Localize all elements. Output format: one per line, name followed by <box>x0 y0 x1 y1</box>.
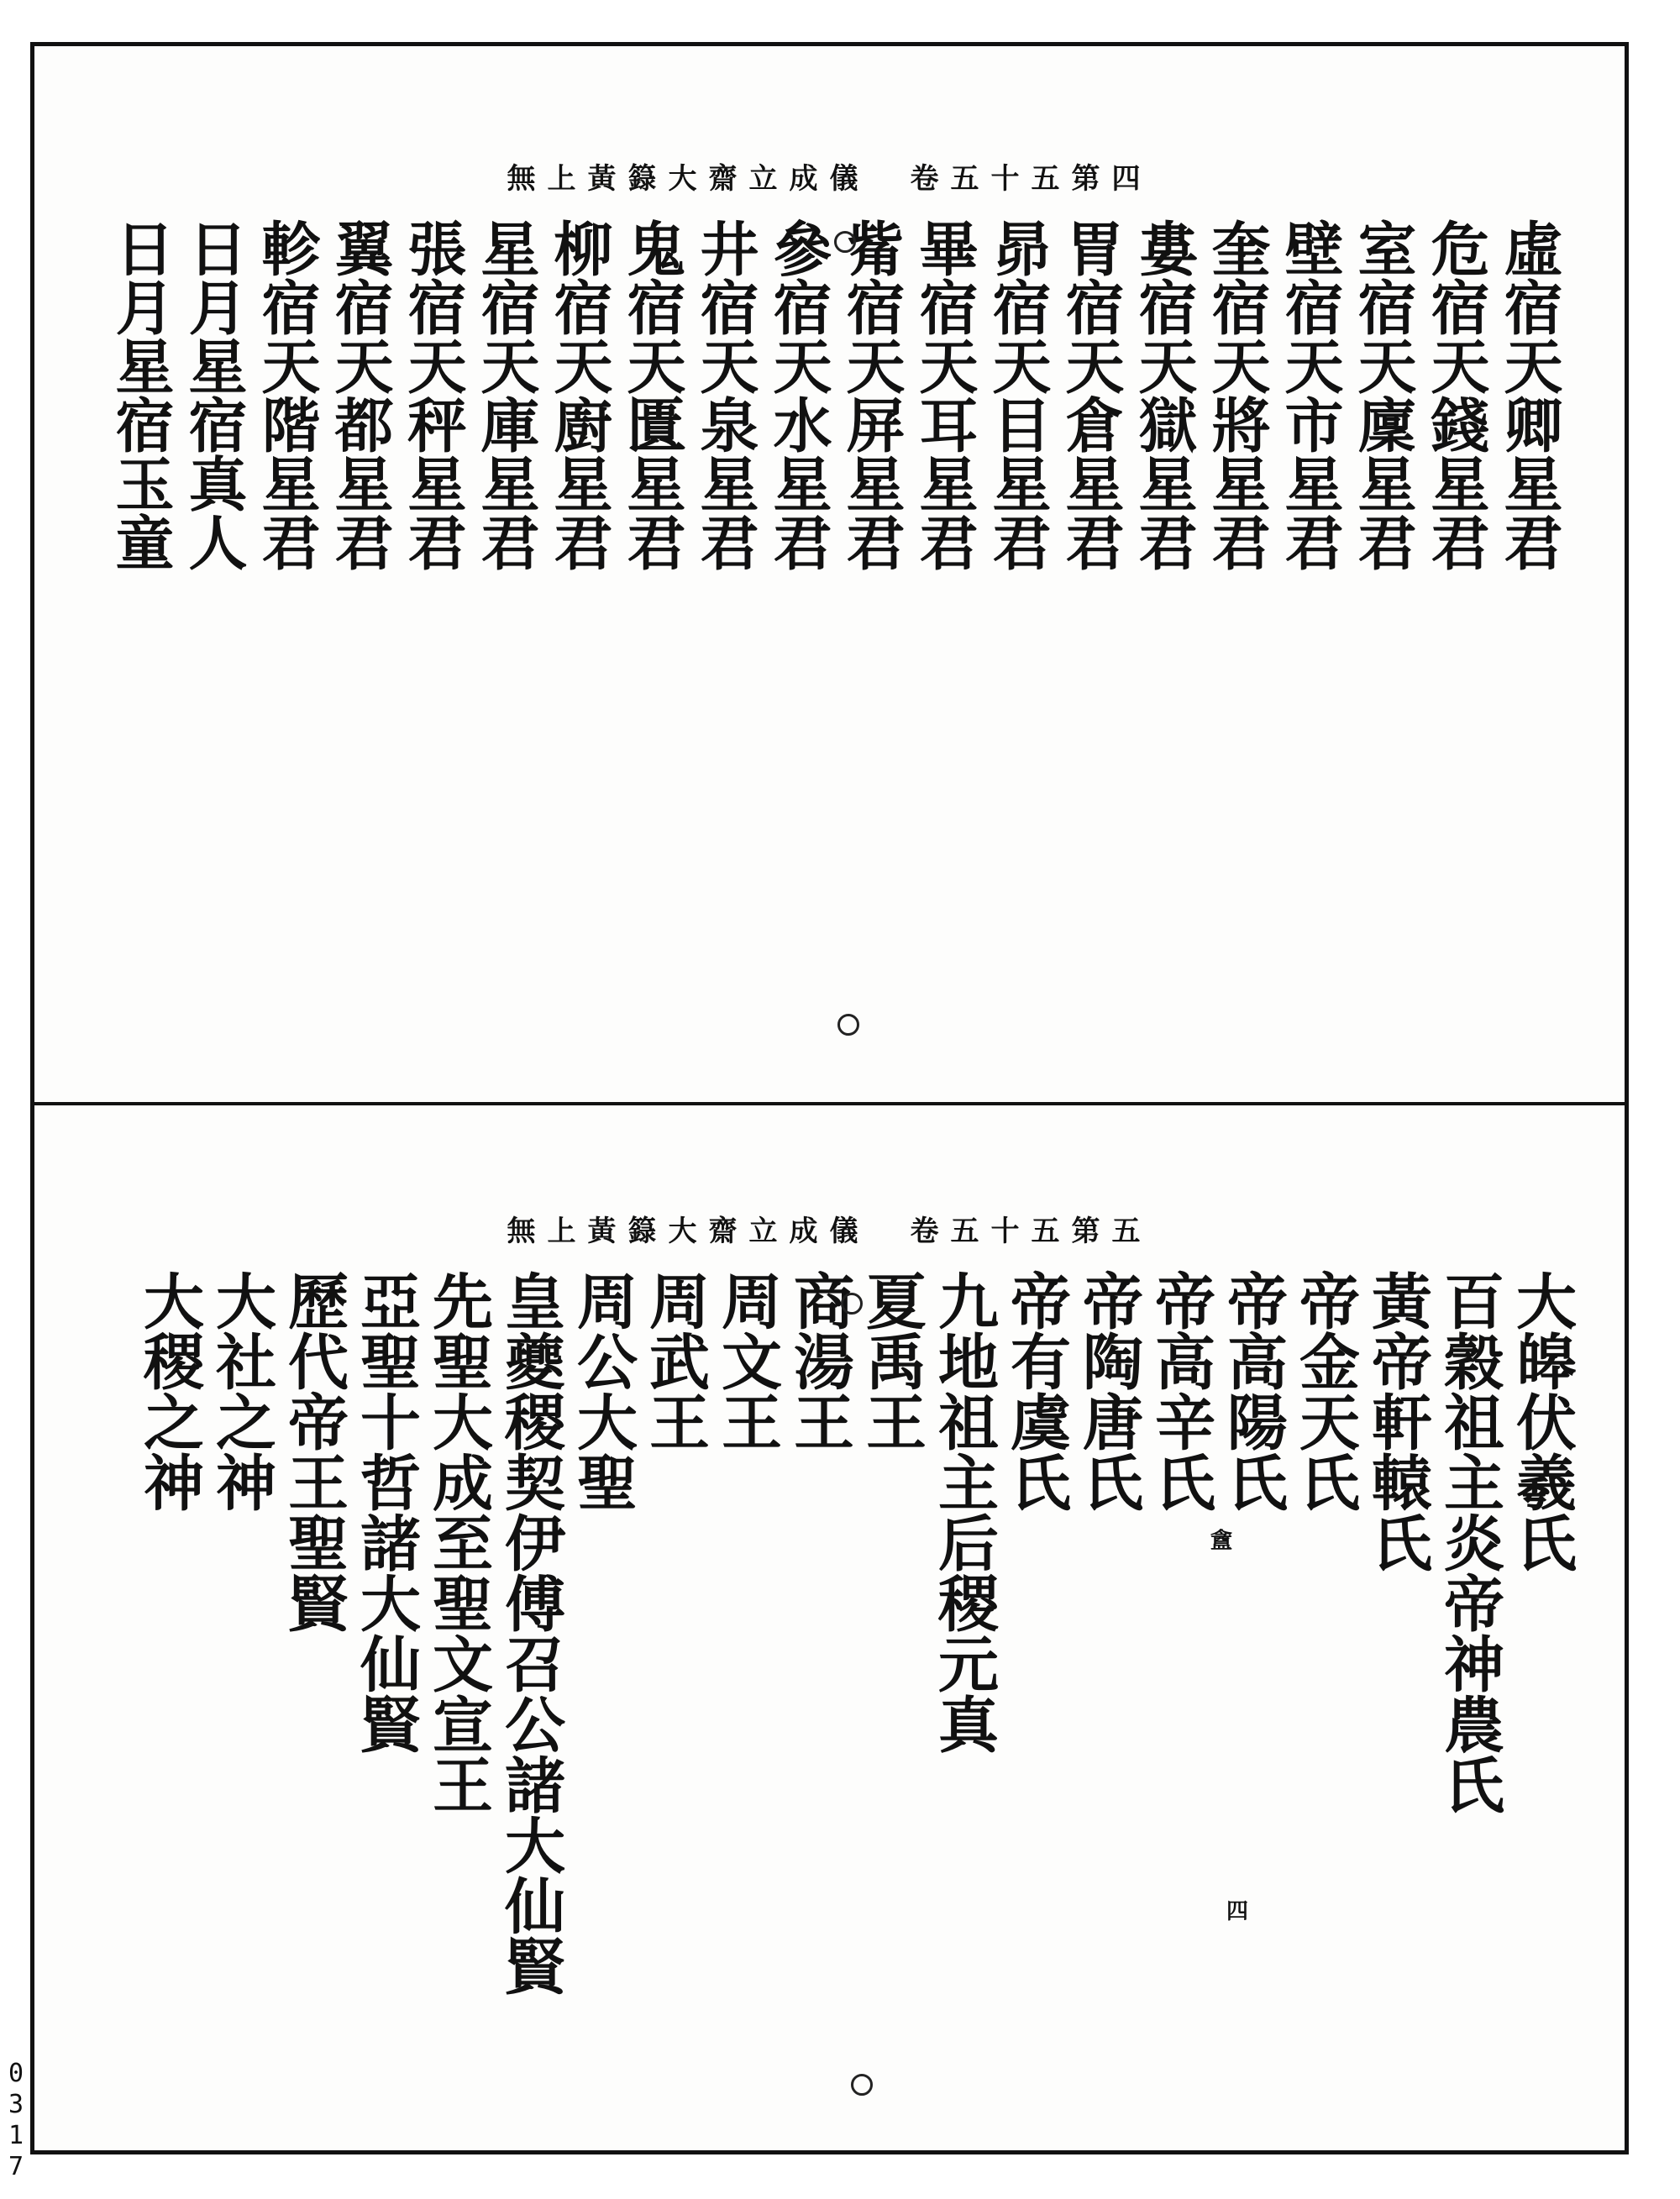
margin-mark: 四 <box>1226 1899 1249 1924</box>
text-column: 室宿天廩星君 <box>1348 218 1418 571</box>
text-column: 黃帝軒轅氏 <box>1362 1270 1433 1572</box>
text-column: 帝高陽氏 <box>1217 1270 1289 1512</box>
text-column: 張宿天秤星君 <box>398 218 468 571</box>
text-column: 虛宿天卿星君 <box>1494 218 1564 571</box>
text-column: 昴宿天目星君 <box>983 218 1053 571</box>
text-column: 翼宿天都星君 <box>325 218 395 571</box>
upper-page-columns <box>104 218 1566 571</box>
text-column: 婁宿天獄星君 <box>1129 218 1199 571</box>
text-column: 鬼宿天匱星君 <box>617 218 687 571</box>
text-column: 先聖大成至聖文宣王 <box>423 1270 494 1814</box>
text-column: 軫宿天階星君 <box>252 218 322 571</box>
text-column: 周公大聖 <box>567 1270 638 1512</box>
text-column: 井宿天泉星君 <box>690 218 760 571</box>
upper-page <box>34 46 1625 1102</box>
text-column: 危宿天錢星君 <box>1421 218 1491 571</box>
text-column: 周文王 <box>711 1270 783 1451</box>
text-column: 大皞伏羲氏 <box>1506 1270 1578 1572</box>
text-column: 歷代帝王聖賢 <box>278 1270 349 1633</box>
text-column: 壁宿天市星君 <box>1275 218 1345 571</box>
text-column: 帝金天氏 <box>1289 1270 1361 1512</box>
page-number: 0 3 1 7 <box>8 2059 24 2181</box>
text-column: 百穀祖主炎帝神農氏 <box>1434 1270 1505 1814</box>
binding-hole-circle <box>834 231 856 253</box>
text-column: 奎宿天將星君 <box>1202 218 1272 571</box>
text-column: 畢宿天耳星君 <box>910 218 979 571</box>
text-column: 參宿天水星君 <box>764 218 833 571</box>
upper-page-header: 無上黃籙大齋立成儀 卷五十五第四 <box>507 162 1152 196</box>
margin-mark: 盦 <box>1210 1529 1233 1554</box>
text-column: 商湯王 <box>784 1270 855 1451</box>
text-column: 周武王 <box>639 1270 711 1451</box>
text-column: 帝有虞氏 <box>1000 1270 1072 1512</box>
lower-page-header: 無上黃籙大齋立成儀 卷五十五第五 <box>507 1215 1152 1248</box>
text-column: 帝高辛氏 <box>1145 1270 1216 1512</box>
text-column: 九地祖主后稷元真 <box>928 1270 1000 1754</box>
text-column: 柳宿天廚星君 <box>544 218 614 571</box>
text-column: 日月星宿玉童 <box>106 218 176 571</box>
binding-hole-circle <box>841 1293 863 1315</box>
text-column: 觜宿天屏星君 <box>837 218 906 571</box>
text-column: 帝陶唐氏 <box>1073 1270 1144 1512</box>
binding-hole-circle <box>851 2074 873 2096</box>
binding-hole-circle <box>837 1014 859 1036</box>
text-column: 皇夔稷契伊傅召公諸大仙賢 <box>495 1270 566 1996</box>
text-column: 日月星宿真人 <box>179 218 249 571</box>
text-column: 星宿天庫星君 <box>471 218 541 571</box>
text-column: 大社之神 <box>206 1270 277 1512</box>
text-column: 夏禹王 <box>856 1270 927 1451</box>
lower-page-columns <box>133 1270 1578 1996</box>
text-column: 胃宿天倉星君 <box>1056 218 1126 571</box>
text-column: 亞聖十哲諸大仙賢 <box>350 1270 422 1754</box>
lower-page <box>34 1105 1625 2150</box>
text-column: 大稷之神 <box>134 1270 205 1512</box>
